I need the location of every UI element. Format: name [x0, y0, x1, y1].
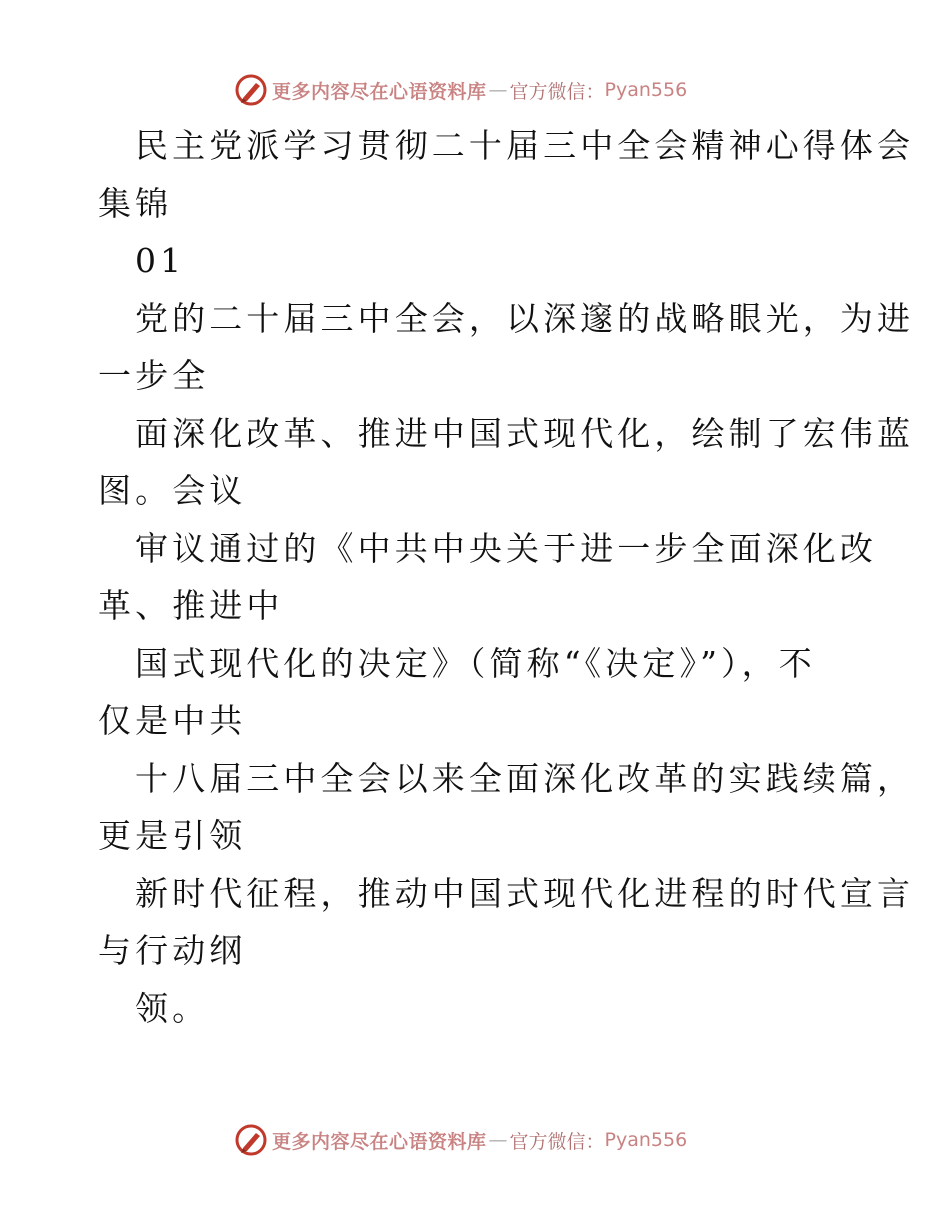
paragraph-line: 领。	[135, 988, 210, 1028]
watermark-contact-id: Pyan556	[604, 79, 688, 101]
paragraph-line: 新时代征程，推动中国式现代化进程的时代宣言	[135, 873, 915, 913]
watermark-contact-label: 官方微信：	[509, 80, 605, 103]
pen-logo-icon	[234, 1123, 268, 1157]
paragraph-line: 面深化改革、推进中国式现代化，绘制了宏伟蓝	[135, 413, 915, 453]
section-number: 01	[135, 241, 186, 280]
paragraph-line: 仅是中共	[98, 701, 247, 740]
paragraph-line: 审议通过的《中共中央关于进一步全面深化改	[135, 528, 877, 568]
paragraph-line: 更是引领	[98, 816, 247, 855]
header-watermark	[234, 72, 687, 108]
footer-watermark	[234, 1122, 687, 1158]
watermark-text: 更多内容尽在心语资料库	[272, 80, 487, 103]
paragraph-line: 革、推进中	[98, 586, 284, 625]
watermark-separator: —	[488, 1129, 508, 1151]
title-line-1: 民主党派学习贯彻二十届三中全会精神心得体会	[135, 126, 915, 165]
paragraph-line: 党的二十届三中全会，以深邃的战略眼光，为进	[135, 298, 915, 338]
paragraph-line: 十八届三中全会以来全面深化改革的实践续篇，	[135, 758, 915, 798]
paragraph-line: 国式现代化的决定》（简称“《决定》”），不	[135, 643, 816, 683]
watermark-contact-id: Pyan556	[604, 1129, 688, 1151]
paragraph-line: 与行动纲	[98, 931, 247, 970]
paragraph-line: 一步全	[98, 356, 210, 395]
title-line-2: 集锦	[98, 183, 173, 223]
watermark-separator: —	[488, 79, 508, 101]
paragraph-line: 图。会议	[98, 471, 247, 510]
pen-logo-icon	[234, 73, 268, 107]
document-body	[98, 117, 915, 1037]
watermark-contact-label: 官方微信：	[509, 1130, 605, 1153]
watermark-text: 更多内容尽在心语资料库	[272, 1130, 487, 1153]
